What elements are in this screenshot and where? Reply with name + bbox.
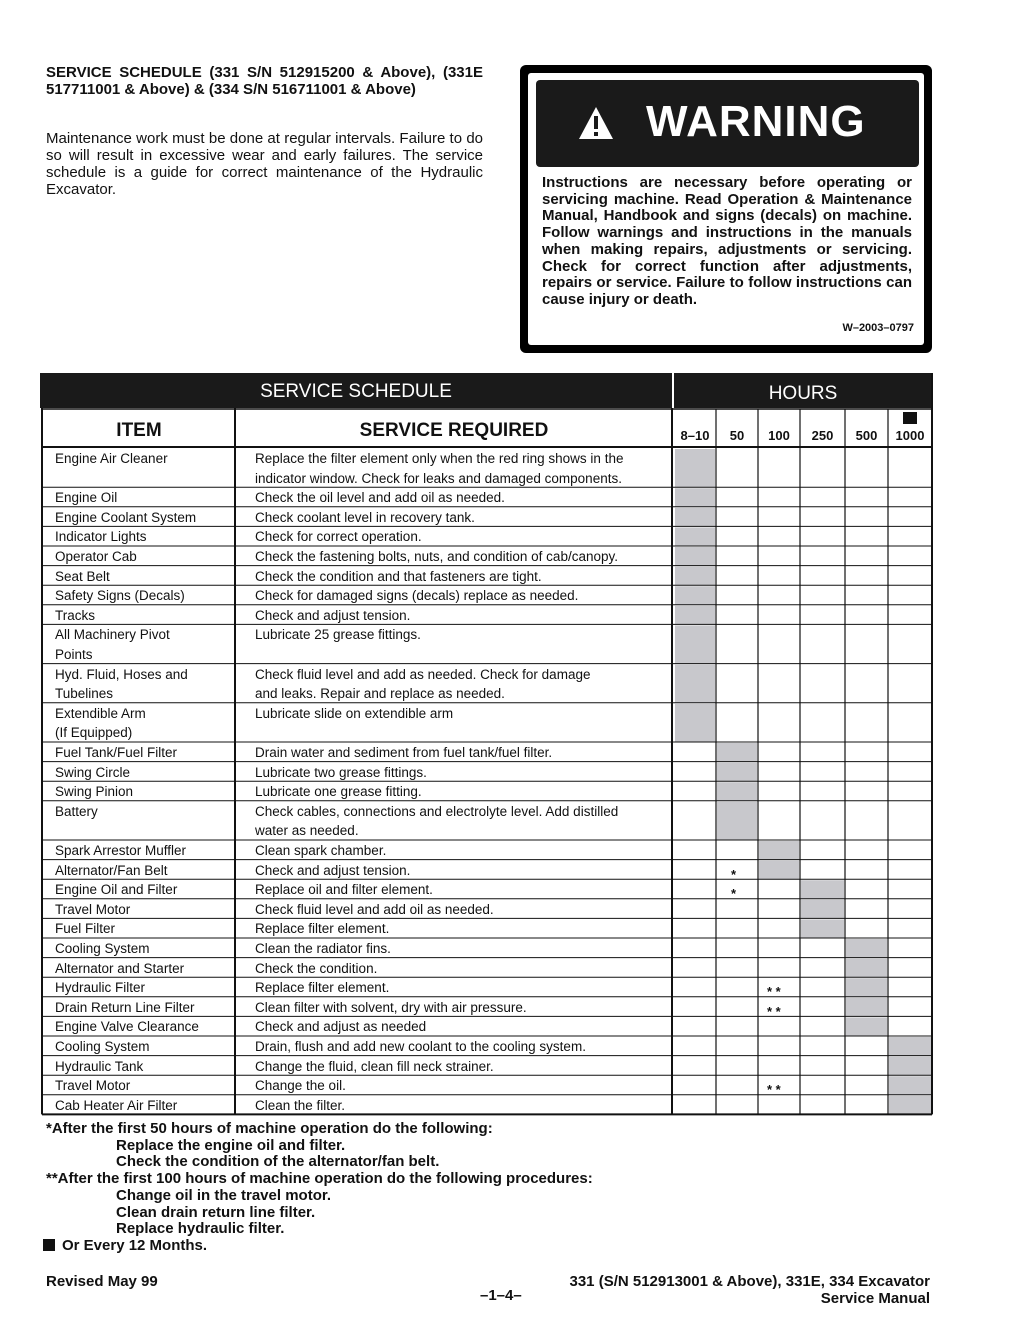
row-item: Spark Arrestor Muffler xyxy=(55,843,187,858)
footnote-2a: Change oil in the travel motor. xyxy=(116,1186,332,1204)
interval-shade-cell xyxy=(846,959,887,978)
row-item: Alternator/Fan Belt xyxy=(55,862,168,878)
row-service: Lubricate slide on extendible arm xyxy=(255,705,454,721)
row-service: Replace filter element. xyxy=(255,921,390,937)
row-item: Travel Motor xyxy=(55,1078,131,1094)
row-item: Swing Circle xyxy=(55,764,131,780)
row-service: Check the condition. xyxy=(255,960,378,976)
row-item: Cab Heater Air Filter xyxy=(55,1097,178,1113)
interval-shade-cell xyxy=(675,704,715,742)
footnote-3-line xyxy=(46,1238,593,1255)
row-service: Check the fastening bolts, nuts, and condition of cab/canopy. xyxy=(255,549,618,564)
row-item: Cooling System xyxy=(55,1039,150,1054)
row-item: (If Equipped) xyxy=(55,725,133,741)
interval-shade-cell xyxy=(675,527,715,546)
row-item: Extendible Arm xyxy=(55,705,146,721)
row-service: Check and adjust tension. xyxy=(255,607,411,623)
row-item: Hyd. Fluid, Hoses and xyxy=(55,666,188,682)
footnote-1a: Replace the engine oil and filter. xyxy=(116,1136,346,1154)
interval-shade-cell xyxy=(675,547,715,566)
row-service: Lubricate two grease fittings. xyxy=(255,764,427,780)
row-service: Check and adjust as needed xyxy=(255,1019,427,1035)
footnotes xyxy=(46,1121,593,1255)
manual-title-line1: 331 (S/N 512913001 & Above), 331E, 334 Excavator xyxy=(569,1273,930,1290)
interval-shade-cell xyxy=(675,586,715,605)
row-item: Tubelines xyxy=(55,686,114,702)
schedule-title: SERVICE SCHEDULE xyxy=(260,381,452,402)
interval-shade-cell xyxy=(889,1037,931,1056)
row-service: Check the oil level and add oil as needed. xyxy=(255,490,505,506)
square-marker-icon xyxy=(43,1239,55,1251)
page-title: SERVICE SCHEDULE (331 S/N 512915200 & Above), (331E 517711001 & Above) & (334 S/N 516711001 & Above) xyxy=(46,64,483,98)
row-item: Seat Belt xyxy=(55,568,110,584)
hours-title: HOURS xyxy=(768,383,838,404)
row-item: Fuel Tank/Fuel Filter xyxy=(55,745,178,760)
footnote-mark: * xyxy=(731,866,737,882)
interval-shade-cell xyxy=(846,939,887,958)
row-service: Replace the filter element only when the red ring shows in the xyxy=(255,451,624,466)
row-service: Replace oil and filter element. xyxy=(255,882,433,898)
row-service: Check fluid level and add as needed. Check for damage xyxy=(255,666,591,682)
footnote-mark: * xyxy=(731,886,737,902)
row-service: Check fluid level and add oil as needed. xyxy=(255,901,494,917)
warning-heading: WARNING xyxy=(646,97,866,146)
row-item: Hydraulic Tank xyxy=(55,1058,144,1074)
row-service: Replace filter element. xyxy=(255,980,390,996)
footnote-mark: * * xyxy=(767,1003,781,1019)
row-item: Engine Air Cleaner xyxy=(55,451,168,466)
row-item: Hydraulic Filter xyxy=(55,980,146,996)
footnote-1: *After the first 50 hours of machine operation do the following: xyxy=(46,1120,493,1137)
row-item: Travel Motor xyxy=(55,901,131,917)
item-column-header: ITEM xyxy=(116,420,162,441)
row-item: Safety Signs (Decals) xyxy=(55,588,185,604)
interval-shade-cell xyxy=(889,1096,931,1115)
footnote-2: **After the first 100 hours of machine operation do the following procedures: xyxy=(46,1170,593,1188)
row-item: Drain Return Line Filter xyxy=(55,999,195,1015)
interval-shade-cell xyxy=(759,861,799,880)
row-service: Lubricate one grease fitting. xyxy=(255,784,422,800)
revision-date: Revised May 99 xyxy=(46,1273,158,1290)
warning-code: W–2003–0797 xyxy=(842,322,914,334)
row-service: Check the condition and that fasteners are tight. xyxy=(255,568,542,584)
interval-shade-cell xyxy=(801,900,844,919)
row-service: Clean the filter. xyxy=(255,1097,346,1113)
row-item: Indicator Lights xyxy=(55,529,147,545)
row-item: Operator Cab xyxy=(55,549,137,564)
row-item: Cooling System xyxy=(55,941,150,956)
interval-shade-cell xyxy=(846,998,887,1017)
row-item: Points xyxy=(55,647,93,662)
interval-shade-cell xyxy=(675,488,715,507)
interval-shade-cell xyxy=(675,567,715,586)
row-service: Check for correct operation. xyxy=(255,529,422,545)
hour-label-1: 50 xyxy=(729,428,745,443)
footnote-2b: Clean drain return line filter. xyxy=(116,1203,316,1221)
interval-shade-cell xyxy=(846,1017,887,1036)
row-service: water as needed. xyxy=(255,823,359,839)
hour-label-3: 250 xyxy=(811,428,834,443)
row-item: All Machinery Pivot xyxy=(55,627,170,643)
row-service: Check coolant level in recovery tank. xyxy=(255,509,475,525)
hour-label-5: 1000 xyxy=(895,428,925,443)
row-service: indicator window. Check for leaks and damaged components. xyxy=(255,470,622,486)
row-item: Swing Pinion xyxy=(55,784,134,800)
row-service: Clean filter with solvent, dry with air pressure. xyxy=(255,999,527,1015)
interval-shade-cell xyxy=(717,782,757,801)
hour-label-0: 8–10 xyxy=(680,428,710,443)
row-service: Drain water and sediment from fuel tank/fuel filter. xyxy=(255,745,553,760)
hour-label-4: 500 xyxy=(855,428,878,443)
row-item: Fuel Filter xyxy=(55,921,116,937)
interval-shade-cell xyxy=(717,802,757,840)
page-number: –1–4– xyxy=(480,1287,522,1304)
manual-title-line2: Service Manual xyxy=(820,1290,930,1307)
manual-title xyxy=(500,1273,930,1307)
interval-shade-cell xyxy=(675,625,715,663)
row-service: Change the fluid, clean fill neck strainer. xyxy=(255,1058,494,1074)
row-service: Lubricate 25 grease fittings. xyxy=(255,627,421,643)
interval-shade-cell xyxy=(675,606,715,625)
interval-shade-cell xyxy=(801,919,844,938)
row-service: Check for damaged signs (decals) replace as needed. xyxy=(255,588,579,604)
interval-shade-cell xyxy=(675,665,715,703)
row-service: Check and adjust tension. xyxy=(255,862,411,878)
row-item: Engine Oil xyxy=(55,490,118,506)
square-marker-icon xyxy=(903,412,917,424)
row-service: Change the oil. xyxy=(255,1078,346,1094)
row-service: Check cables, connections and electrolyte level. Add distilled xyxy=(255,803,619,819)
interval-shade-cell xyxy=(801,880,844,899)
interval-shade-cell xyxy=(759,841,799,860)
row-item: Alternator and Starter xyxy=(55,960,185,976)
footnote-2c: Replace hydraulic filter. xyxy=(116,1220,285,1238)
row-item: Battery xyxy=(55,803,98,819)
interval-shade-cell xyxy=(675,449,715,487)
footnote-mark: * * xyxy=(767,1082,781,1098)
interval-shade-cell xyxy=(675,508,715,527)
row-item: Engine Valve Clearance xyxy=(55,1019,199,1035)
row-service: and leaks. Repair and replace as needed. xyxy=(255,686,505,702)
footnote-mark: * * xyxy=(767,984,781,1000)
interval-shade-cell xyxy=(889,1057,931,1076)
service-column-header: SERVICE REQUIRED xyxy=(359,420,549,441)
interval-shade-cell xyxy=(717,763,757,782)
interval-shade-cell xyxy=(889,1076,931,1095)
footnote-3: Or Every 12 Months. xyxy=(62,1236,208,1254)
row-service: Clean spark chamber. xyxy=(255,843,387,858)
hour-label-2: 100 xyxy=(768,428,790,443)
row-service: Clean the radiator fins. xyxy=(255,941,391,956)
intro-paragraph: Maintenance work must be done at regular intervals. Failure to do so will result in excessive wear and early failures. The service schedule is a guide for correct maintenance of the Hydraulic Excavator. xyxy=(46,130,483,198)
row-item: Engine Oil and Filter xyxy=(55,882,178,898)
row-item: Engine Coolant System xyxy=(55,509,197,525)
warning-text: Instructions are necessary before operating or servicing machine. Read Operation & Maintenance Manual, Handbook and signs (decals) on machine. Follow warnings and instructions in the manuals when making repairs, adjustments or servicing. Check for correct function after adjustments, repairs or service. Failure to follow instructions can cause injury or death. xyxy=(542,174,912,308)
interval-shade-cell xyxy=(717,743,757,762)
footnote-1b: Check the condition of the alternator/fan belt. xyxy=(116,1153,440,1171)
row-service: Drain, flush and add new coolant to the cooling system. xyxy=(255,1039,586,1054)
interval-shade-cell xyxy=(846,978,887,997)
row-item: Tracks xyxy=(55,607,95,623)
